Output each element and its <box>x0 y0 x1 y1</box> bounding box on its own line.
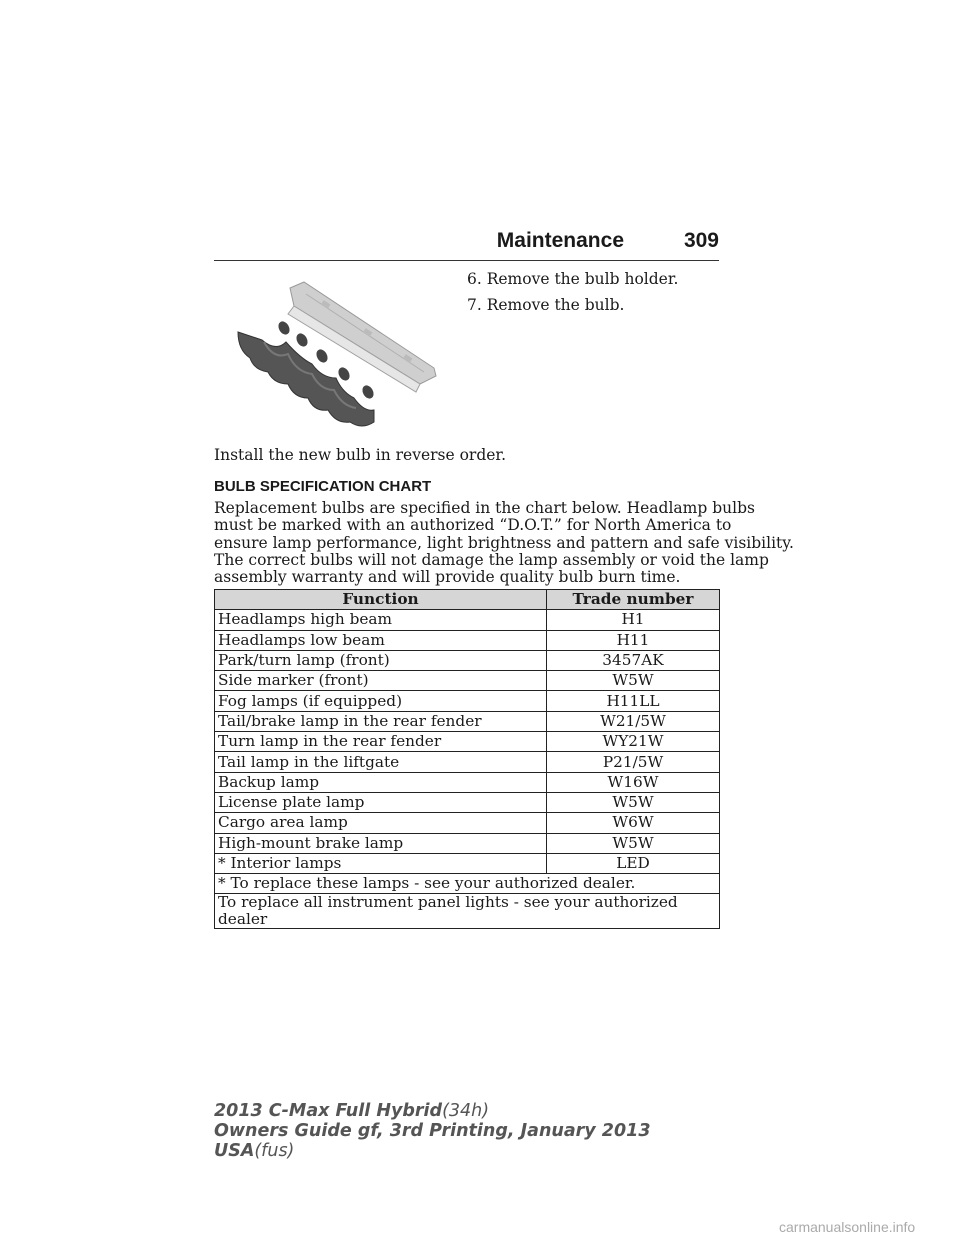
function-cell: Tail lamp in the liftgate <box>215 752 547 772</box>
function-cell: Headlamps high beam <box>215 610 547 630</box>
footer-model: 2013 C-Max Full Hybrid <box>214 1101 443 1121</box>
function-cell: High-mount brake lamp <box>215 833 547 853</box>
function-cell: License plate lamp <box>215 792 547 812</box>
footer-market-code: (fus) <box>254 1141 295 1161</box>
function-cell: Side marker (front) <box>215 671 547 691</box>
table-note-row <box>215 894 720 929</box>
trade-number-cell: W5W <box>547 792 720 812</box>
function-cell: Park/turn lamp (front) <box>215 650 547 670</box>
section-heading: BULB SPECIFICATION CHART <box>214 478 432 495</box>
table-note: * To replace these lamps - see your authorized dealer. <box>215 874 720 894</box>
trade-number-cell: H1 <box>547 610 720 630</box>
footer-line-model <box>214 1101 651 1121</box>
function-cell: Headlamps low beam <box>215 630 547 650</box>
function-cell: Tail/brake lamp in the rear fender <box>215 711 547 731</box>
trade-number-cell: W21/5W <box>547 711 720 731</box>
table-note: To replace all instrument panel lights - see your authorized dealer <box>215 894 720 929</box>
footer-line-market <box>214 1141 651 1161</box>
function-cell: Backup lamp <box>215 772 547 792</box>
trade-number-cell: W5W <box>547 833 720 853</box>
table-row <box>215 792 720 812</box>
table-row <box>215 813 720 833</box>
intro-line: must be marked with an authorized “D.O.T.” for North America to <box>214 516 732 535</box>
table-row <box>215 671 720 691</box>
intro-paragraph <box>214 499 794 587</box>
step-7: 7. Remove the bulb. <box>467 296 625 314</box>
intro-line: Replacement bulbs are specified in the chart below. Headlamp bulbs <box>214 499 755 517</box>
footer-model-code: (34h) <box>442 1101 490 1121</box>
step-6: 6. Remove the bulb holder. <box>467 270 679 288</box>
page-footer <box>214 1101 651 1161</box>
trade-number-cell: W6W <box>547 813 720 833</box>
trade-number-cell: H11LL <box>547 691 720 711</box>
intro-line: assembly warranty and will provide quality bulb burn time. <box>214 568 681 587</box>
trade-number-cell: LED <box>547 853 720 873</box>
trade-number-cell: W5W <box>547 671 720 691</box>
table-row <box>215 833 720 853</box>
trade-number-cell: H11 <box>547 630 720 650</box>
function-cell: Turn lamp in the rear fender <box>215 732 547 752</box>
page-number: 309 <box>683 229 719 252</box>
table-row <box>215 610 720 630</box>
footer-market: USA <box>214 1141 255 1161</box>
intro-line: ensure lamp performance, light brightness and pattern and safe visibility. <box>214 533 794 552</box>
footer-printing: Owners Guide gf, 3rd Printing, January 2013 <box>214 1121 651 1141</box>
section-title: Maintenance <box>496 229 624 252</box>
trade-number-cell: P21/5W <box>547 752 720 772</box>
install-instruction: Install the new bulb in reverse order. <box>214 446 507 464</box>
function-cell: Cargo area lamp <box>215 813 547 833</box>
column-header-trade-number: Trade number <box>547 590 720 610</box>
table-row <box>215 711 720 731</box>
table-row <box>215 650 720 670</box>
page-header <box>214 226 719 261</box>
watermark: carmanualsonline.info <box>779 1219 916 1235</box>
table-row <box>215 853 720 873</box>
table-row <box>215 732 720 752</box>
table-row <box>215 752 720 772</box>
column-header-function: Function <box>215 590 547 610</box>
bulb-holder-assembly-illustration-icon <box>224 280 446 438</box>
bulb-specification-table <box>214 589 720 929</box>
table-row <box>215 772 720 792</box>
table-row <box>215 691 720 711</box>
trade-number-cell: W16W <box>547 772 720 792</box>
trade-number-cell: 3457AK <box>547 650 720 670</box>
table-note-row <box>215 874 720 894</box>
intro-line: The correct bulbs will not damage the lamp assembly or void the lamp <box>214 550 769 569</box>
table-header-row <box>215 590 720 610</box>
function-cell: Fog lamps (if equipped) <box>215 691 547 711</box>
trade-number-cell: WY21W <box>547 732 720 752</box>
function-cell: * Interior lamps <box>215 853 547 873</box>
table-row <box>215 630 720 650</box>
